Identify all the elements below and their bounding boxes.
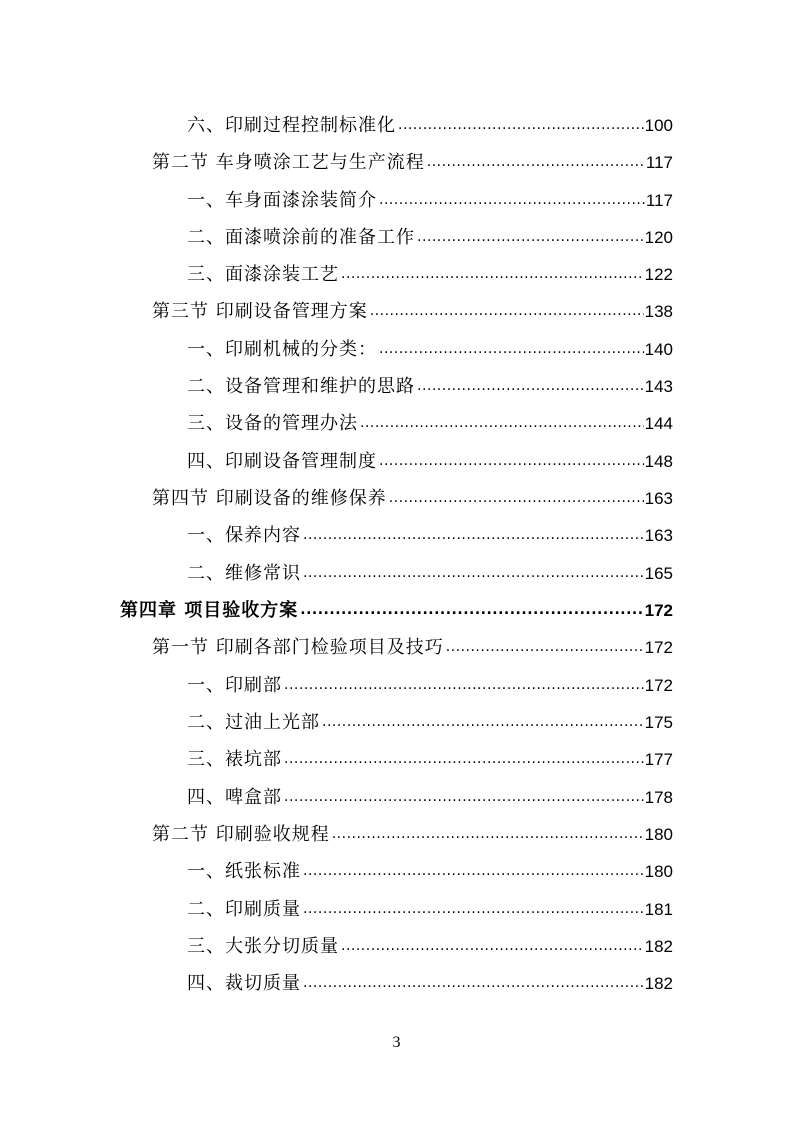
toc-entry[interactable] xyxy=(187,697,673,734)
toc-entry-title: 一、车身面漆涂装简介 xyxy=(187,190,377,211)
toc-entry[interactable] xyxy=(152,809,673,846)
dot-leader xyxy=(360,416,644,430)
toc-entry-page: 181 xyxy=(644,900,673,919)
toc-entry[interactable] xyxy=(187,361,673,398)
toc-entry-title: 三、裱坑部 xyxy=(187,749,282,770)
toc-entry-title: 一、印刷机械的分类： xyxy=(187,339,377,360)
toc-entry-page: 178 xyxy=(644,788,673,807)
toc-entry-title: 二、过油上光部 xyxy=(187,712,320,733)
toc-entry-page: 144 xyxy=(644,414,673,433)
dot-leader xyxy=(322,715,644,729)
toc-entry-page: 120 xyxy=(644,228,673,247)
toc-entry-title: 一、纸张标准 xyxy=(187,861,301,882)
toc-entry[interactable] xyxy=(187,958,673,995)
toc-entry-page: 117 xyxy=(645,153,673,172)
toc-entry[interactable] xyxy=(187,772,673,809)
toc-entry-page: 177 xyxy=(644,750,673,769)
toc-entry[interactable] xyxy=(187,884,673,921)
dot-leader xyxy=(341,939,644,953)
dot-leader xyxy=(303,566,644,580)
toc-entry-page: 172 xyxy=(644,676,673,695)
toc-entry[interactable] xyxy=(187,510,673,547)
toc-entry[interactable] xyxy=(187,324,673,361)
toc-entry[interactable] xyxy=(152,137,673,174)
page-number: 3 xyxy=(392,1034,401,1051)
toc-entry[interactable] xyxy=(152,286,673,323)
toc-entry-page: 163 xyxy=(644,489,673,508)
toc-entry[interactable] xyxy=(152,473,673,510)
toc-entry-title: 一、印刷部 xyxy=(187,675,282,696)
dot-leader xyxy=(300,603,643,617)
toc-entry-title: 第三节 印刷设备管理方案 xyxy=(152,301,368,322)
dot-leader xyxy=(332,827,644,841)
dot-leader xyxy=(389,491,644,505)
dot-leader xyxy=(341,267,644,281)
toc-entry-title: 第二节 印刷验收规程 xyxy=(152,824,330,845)
toc-entry[interactable] xyxy=(187,212,673,249)
toc-entry-page: 180 xyxy=(644,825,673,844)
toc-entry[interactable] xyxy=(187,436,673,473)
toc-entry[interactable] xyxy=(187,548,673,585)
toc-entry-page: 180 xyxy=(644,862,673,881)
toc-entry[interactable] xyxy=(187,846,673,883)
toc-entry[interactable] xyxy=(187,734,673,771)
toc-entry-title: 二、维修常识 xyxy=(187,563,301,584)
dot-leader xyxy=(379,342,644,356)
toc-entry-title: 三、面漆涂装工艺 xyxy=(187,264,339,285)
toc-entry-title: 二、印刷质量 xyxy=(187,899,301,920)
toc-entry-title: 第四节 印刷设备的维修保养 xyxy=(152,488,387,509)
dot-leader xyxy=(379,193,645,207)
toc-entry-title: 三、大张分切质量 xyxy=(187,936,339,957)
dot-leader xyxy=(284,790,644,804)
dot-leader xyxy=(417,379,644,393)
toc-entry-page: 172 xyxy=(644,601,673,620)
toc-entry-title: 第四章 项目验收方案 xyxy=(120,600,299,621)
toc-entry-page: 182 xyxy=(644,974,673,993)
toc-entry-page: 163 xyxy=(644,526,673,545)
dot-leader xyxy=(446,640,644,654)
toc-entry[interactable] xyxy=(187,921,673,958)
dot-leader xyxy=(398,118,644,132)
toc-entry-page: 165 xyxy=(644,564,673,583)
toc-entry-page: 175 xyxy=(644,713,673,732)
dot-leader xyxy=(284,678,644,692)
dot-leader xyxy=(303,864,644,878)
dot-leader xyxy=(379,454,644,468)
dot-leader xyxy=(370,304,644,318)
dot-leader xyxy=(417,230,644,244)
toc-entry-page: 143 xyxy=(644,377,673,396)
toc-entry-page: 100 xyxy=(644,116,673,135)
toc-entry-title: 四、印刷设备管理制度 xyxy=(187,451,377,472)
toc-entry-page: 117 xyxy=(645,191,673,210)
dot-leader xyxy=(303,528,644,542)
toc-entry-title: 二、面漆喷涂前的准备工作 xyxy=(187,227,415,248)
toc-entry-page: 140 xyxy=(644,340,673,359)
toc-entry-title: 四、啤盒部 xyxy=(187,787,282,808)
dot-leader xyxy=(427,155,645,169)
toc-entry[interactable] xyxy=(187,398,673,435)
toc-entry-title: 四、裁切质量 xyxy=(187,973,301,994)
toc-entry-page: 172 xyxy=(644,638,673,657)
toc-entry-title: 第二节 车身喷涂工艺与生产流程 xyxy=(152,152,425,173)
dot-leader xyxy=(303,976,644,990)
toc-entry-title: 六、印刷过程控制标准化 xyxy=(187,115,396,136)
toc-entry[interactable] xyxy=(187,249,673,286)
toc-chapter-entry[interactable] xyxy=(120,585,673,622)
toc-entry-title: 二、设备管理和维护的思路 xyxy=(187,376,415,397)
toc-entry-page: 122 xyxy=(644,265,673,284)
toc-entry-title: 第一节 印刷各部门检验项目及技巧 xyxy=(152,637,444,658)
toc-entry-page: 148 xyxy=(644,452,673,471)
toc-entry[interactable] xyxy=(187,100,673,137)
toc-entry-title: 一、保养内容 xyxy=(187,525,301,546)
toc-entry[interactable] xyxy=(152,622,673,659)
toc-entry-page: 138 xyxy=(644,302,673,321)
dot-leader xyxy=(284,752,644,766)
toc-entry-page: 182 xyxy=(644,937,673,956)
toc-entry-title: 三、设备的管理办法 xyxy=(187,413,358,434)
dot-leader xyxy=(303,902,644,916)
toc-entry[interactable] xyxy=(187,175,673,212)
toc-entry[interactable] xyxy=(187,660,673,697)
